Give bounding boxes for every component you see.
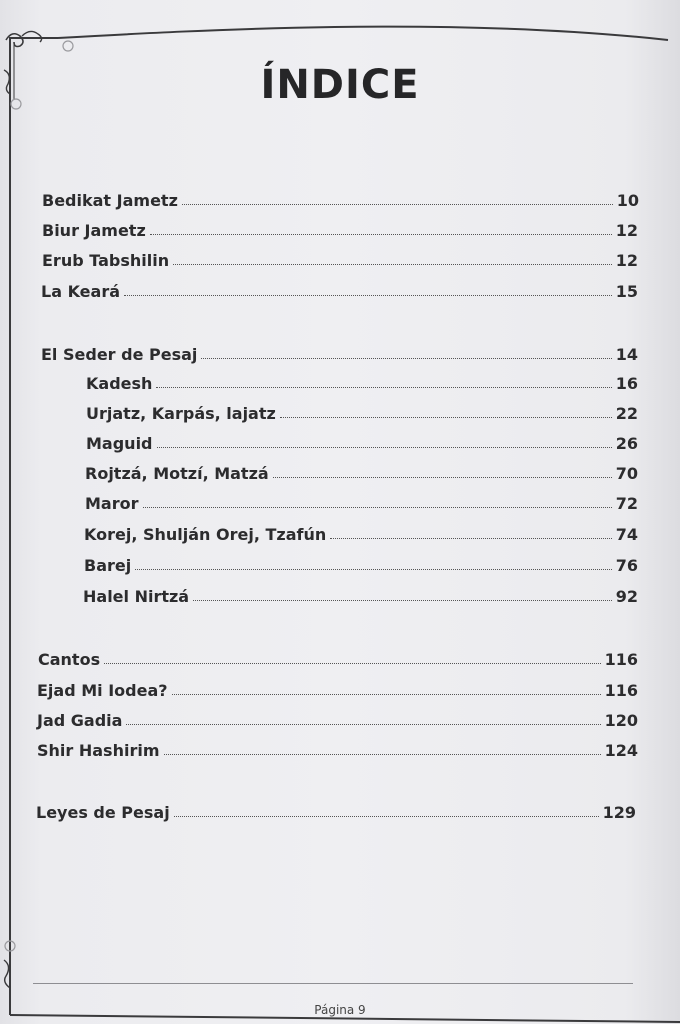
toc-entry-label: Maror xyxy=(85,494,139,513)
dot-leader xyxy=(193,600,612,601)
page-title: ÍNDICE xyxy=(260,62,420,108)
toc-entry-page: 92 xyxy=(615,587,638,606)
toc-entry-page: 76 xyxy=(615,556,638,575)
footer-divider xyxy=(33,983,633,984)
toc-entry[interactable] xyxy=(37,736,638,760)
dot-leader xyxy=(164,754,601,755)
toc-entry-label: Shir Hashirim xyxy=(37,741,160,760)
toc-entry-page: 26 xyxy=(615,434,638,453)
toc-entry-page: 74 xyxy=(615,525,638,544)
toc-entry[interactable] xyxy=(85,459,638,483)
toc-entry-page: 16 xyxy=(615,374,638,393)
dot-leader xyxy=(201,358,611,359)
toc-entry-label: Jad Gadia xyxy=(37,711,123,730)
dot-leader xyxy=(173,264,612,265)
toc-entry-label: Kadesh xyxy=(86,374,153,393)
toc-entry-label: Ejad Mi Iodea? xyxy=(37,681,168,700)
toc-entry[interactable] xyxy=(42,246,638,270)
toc-entry[interactable] xyxy=(42,216,638,240)
toc-entry[interactable] xyxy=(36,798,636,822)
toc-entry[interactable] xyxy=(86,429,638,453)
dot-leader xyxy=(157,447,612,448)
toc-entry-page: 14 xyxy=(615,345,638,364)
toc-entry[interactable] xyxy=(38,645,638,669)
toc-entry-label: El Seder de Pesaj xyxy=(41,345,198,364)
toc-entry[interactable] xyxy=(42,186,639,210)
toc-entry-label: Rojtzá, Motzí, Matzá xyxy=(85,464,269,483)
dot-leader xyxy=(150,234,612,235)
toc-entry[interactable] xyxy=(37,676,638,700)
toc-entry-page: 10 xyxy=(616,191,639,210)
toc-entry-label: La Keará xyxy=(41,282,121,301)
page-number-footer: Página 9 xyxy=(314,1003,366,1017)
toc-entry-label: Halel Nirtzá xyxy=(83,587,190,606)
dot-leader xyxy=(330,538,611,539)
dot-leader xyxy=(135,569,612,570)
toc-entry[interactable] xyxy=(84,551,638,575)
toc-entry-label: Maguid xyxy=(86,434,153,453)
dot-leader xyxy=(182,204,613,205)
toc-entry-label: Barej xyxy=(84,556,132,575)
toc-entry[interactable] xyxy=(41,340,638,364)
toc-entry-label: Korej, Shulján Orej, Tzafún xyxy=(84,525,327,544)
dot-leader xyxy=(124,295,612,296)
toc-entry-page: 70 xyxy=(615,464,638,483)
toc-entry-page: 124 xyxy=(604,741,638,760)
toc-entry-page: 72 xyxy=(615,494,638,513)
toc-entry-page: 116 xyxy=(604,681,638,700)
toc-entry[interactable] xyxy=(84,520,638,544)
dot-leader xyxy=(143,507,612,508)
toc-entry-page: 120 xyxy=(604,711,638,730)
toc-entry-page: 129 xyxy=(602,803,636,822)
toc-entry[interactable] xyxy=(85,489,638,513)
toc-entry-page: 116 xyxy=(604,650,638,669)
toc-entry-page: 15 xyxy=(615,282,638,301)
toc-entry-label: Biur Jametz xyxy=(42,221,146,240)
dot-leader xyxy=(280,417,612,418)
toc-entry-page: 22 xyxy=(615,404,638,423)
dot-leader xyxy=(156,387,611,388)
dot-leader xyxy=(273,477,612,478)
toc-entry[interactable] xyxy=(86,369,638,393)
toc-entry-page: 12 xyxy=(615,221,638,240)
toc-entry-page: 12 xyxy=(615,251,638,270)
toc-entry-label: Bedikat Jametz xyxy=(42,191,178,210)
toc-entry-label: Urjatz, Karpás, lajatz xyxy=(86,404,276,423)
toc-entry-label: Cantos xyxy=(38,650,101,669)
toc-entry[interactable] xyxy=(37,706,638,730)
dot-leader xyxy=(104,663,601,664)
toc-entry[interactable] xyxy=(41,277,638,301)
toc-entry-label: Leyes de Pesaj xyxy=(36,803,170,822)
dot-leader xyxy=(126,724,600,725)
dot-leader xyxy=(172,694,601,695)
dot-leader xyxy=(174,816,599,817)
toc-entry[interactable] xyxy=(83,582,638,606)
toc-entry[interactable] xyxy=(86,399,638,423)
toc-entry-label: Erub Tabshilin xyxy=(42,251,170,270)
